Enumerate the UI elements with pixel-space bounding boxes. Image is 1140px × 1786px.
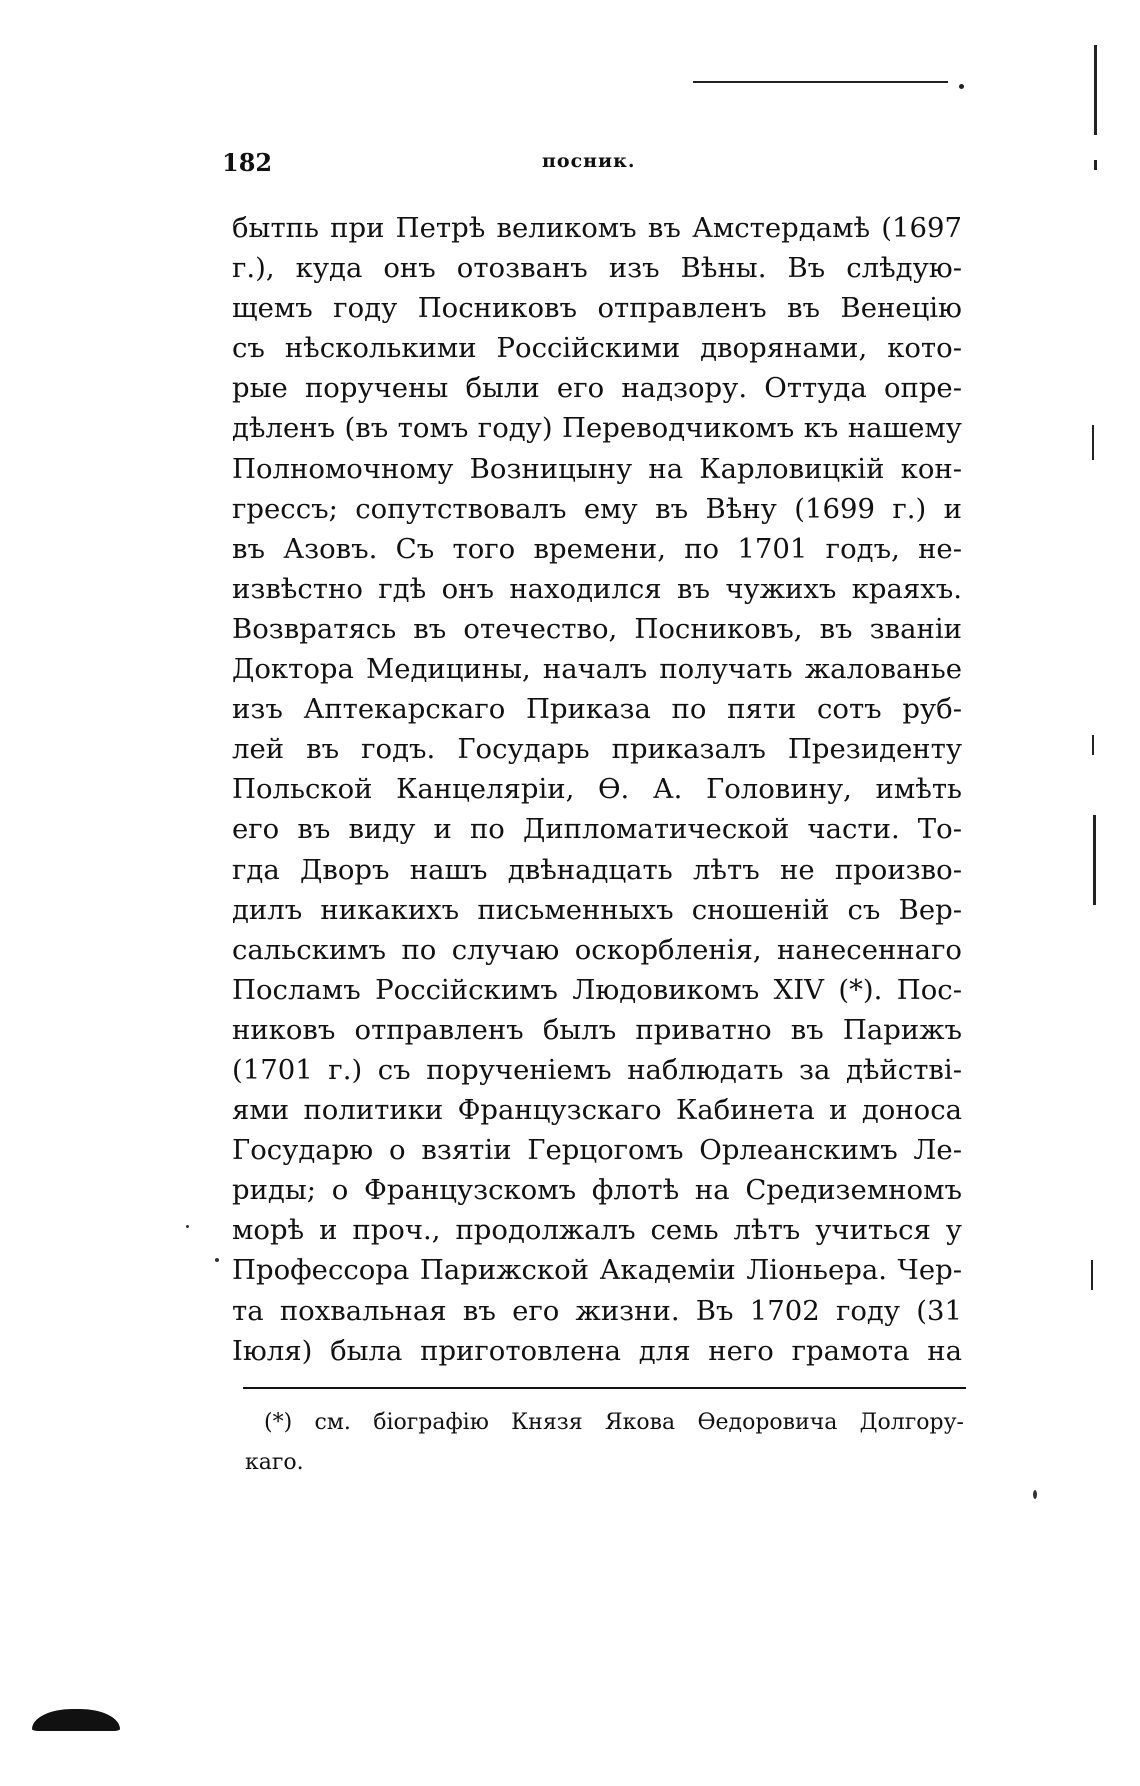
footnote-rule xyxy=(243,1387,966,1389)
text-line: Посламъ Россійскимъ Людовикомъ XIV (*). Пос- xyxy=(232,973,962,1006)
page-header xyxy=(222,148,962,188)
text-line: морѣ и проч., продолжалъ семь лѣтъ учиться у xyxy=(232,1214,962,1247)
ink-speck xyxy=(186,1225,189,1228)
scan-edge-mark xyxy=(1094,45,1097,135)
text-line: изъ Аптекарскаго Приказа по пяти сотъ руб- xyxy=(232,693,962,726)
text-line: извѣстно гдѣ онъ находился въ чужихъ краяхъ. xyxy=(232,572,962,605)
text-line: бытпь при Петрѣ великомъ въ Амстердамѣ (1697 xyxy=(232,212,962,244)
text-line: никовъ отправленъ былъ приватно въ Парижъ xyxy=(232,1013,962,1046)
ink-speck xyxy=(1033,1490,1037,1499)
text-line: Доктора Медицины, началъ получать жалованье xyxy=(232,653,962,686)
scan-edge-mark xyxy=(1092,425,1094,460)
text-line: г.), куда онъ отозванъ изъ Вѣны. Въ слѣдую- xyxy=(232,252,962,285)
text-line: Полномочному Возницыну на Карловицкій кон- xyxy=(232,452,962,485)
ink-speck xyxy=(215,1258,219,1262)
text-line: рые поручены были его надзору. Оттуда опре- xyxy=(232,372,962,405)
body-text xyxy=(232,208,962,1371)
scan-edge-mark xyxy=(1091,1260,1093,1290)
text-line: гда Дворъ нашъ двѣнадцать лѣтъ не произво- xyxy=(232,853,962,886)
text-line: Возвратясь въ отечество, Посниковъ, въ званіи xyxy=(232,612,962,645)
page-number: 182 xyxy=(222,148,273,177)
text-line: ями политики Французскаго Кабинета и доноса xyxy=(232,1094,962,1127)
text-line: сальскимъ по случаю оскорбленія, нанесеннаго xyxy=(232,933,962,966)
scan-edge-mark xyxy=(1092,735,1094,755)
running-head: посник. xyxy=(542,150,636,172)
footnote-line: каго. xyxy=(245,1450,304,1475)
top-rule-line xyxy=(693,81,948,83)
text-line: грессъ; сопутствовалъ ему въ Вѣну (1699 г.) и xyxy=(232,492,962,525)
text-line: риды; о Французскомъ флотѣ на Средиземномъ xyxy=(232,1174,962,1207)
text-line: Государю о взятіи Герцогомъ Орлеанскимъ Ле- xyxy=(232,1134,962,1167)
text-line: (1701 г.) съ порученіемъ наблюдать за дѣйстві- xyxy=(232,1053,962,1086)
text-line: въ Азовъ. Съ того времени, по 1701 годъ, не- xyxy=(232,532,962,565)
text-line: та похвальная въ его жизни. Въ 1702 году (31 xyxy=(232,1294,962,1327)
text-line: щемъ году Посниковъ отправленъ въ Венецію xyxy=(232,292,962,325)
footnote xyxy=(245,1403,964,1483)
text-line: съ нѣсколькими Россійскими дворянами, кото- xyxy=(232,332,962,365)
text-line: лей въ годъ. Государь приказалъ Президенту xyxy=(232,733,962,766)
scan-edge-mark xyxy=(1093,815,1096,905)
text-line: дилъ никакихъ письменныхъ сношеній съ Вер- xyxy=(232,893,962,926)
text-line: его въ виду и по Дипломатической части. То- xyxy=(232,813,962,846)
ink-blot xyxy=(32,1709,120,1731)
scan-edge-mark xyxy=(1094,160,1097,170)
ink-speck xyxy=(959,84,964,89)
text-line: Іюля) была приготовлена для него грамота на xyxy=(232,1334,962,1367)
footnote-line: (*) см. біографію Князя Якова Ѳедоровича Долгору- xyxy=(264,1410,964,1435)
text-line: Профессора Парижской Академіи Ліоньера. Чер- xyxy=(232,1254,962,1287)
text-line: дѣленъ (въ томъ году) Переводчикомъ къ нашему xyxy=(232,412,962,445)
text-line: Польской Канцеляріи, Ѳ. А. Головину, имѣть xyxy=(232,773,962,806)
